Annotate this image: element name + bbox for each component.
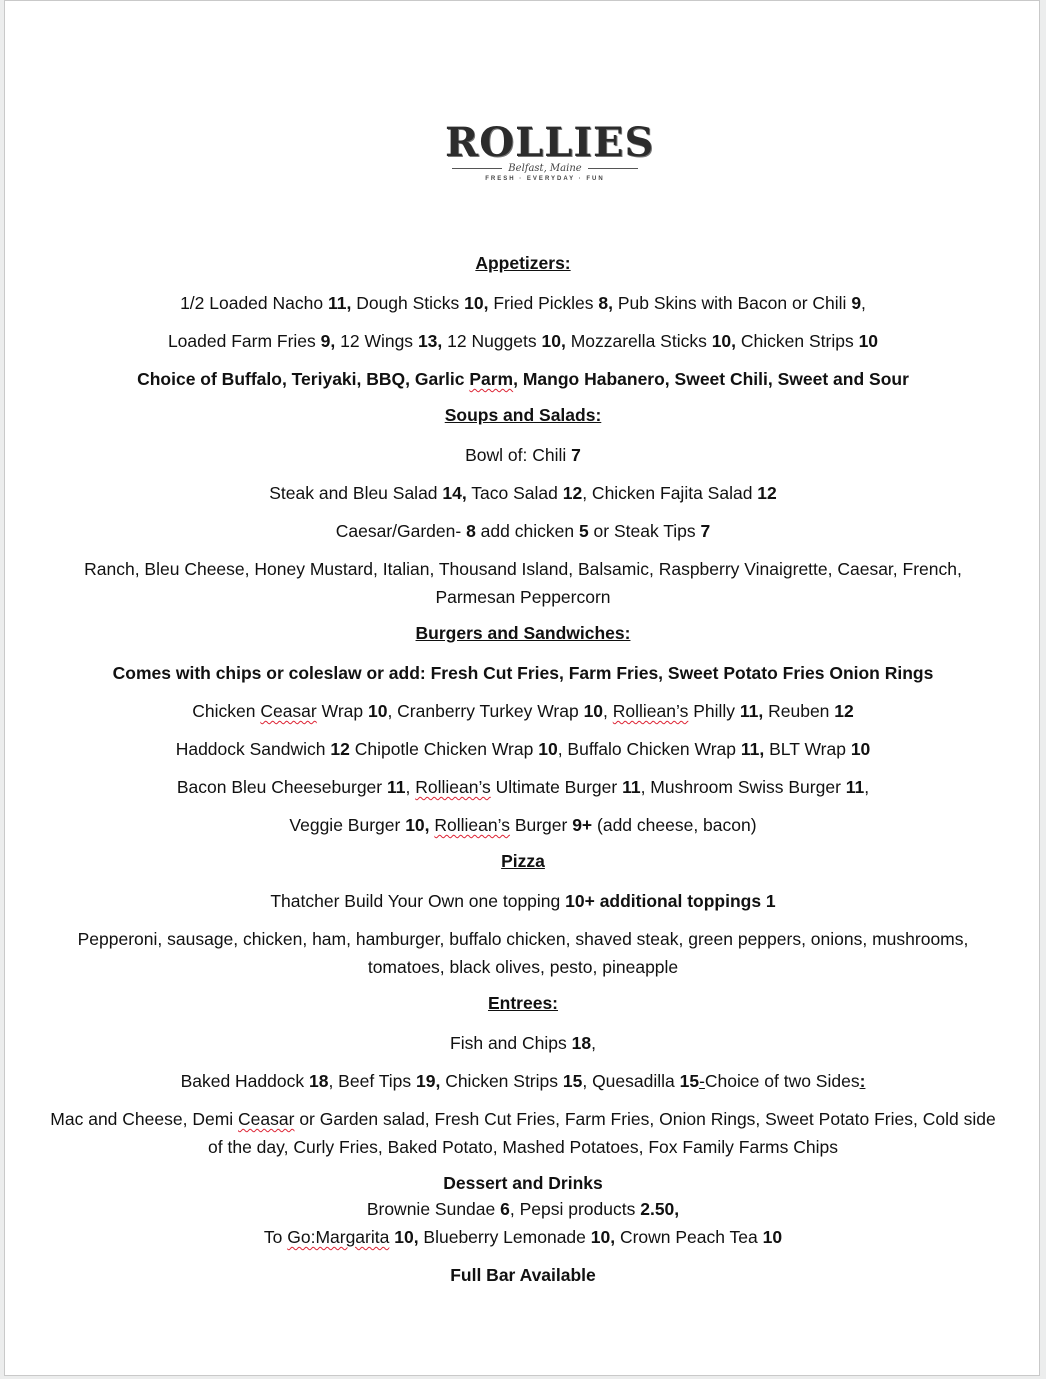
menu-page	[4, 0, 1040, 1376]
section-heading-dessert-drinks: Dessert and Drinks	[443, 1173, 603, 1193]
salad-dressings: Ranch, Bleu Cheese, Honey Mustard, Italian, Thousand Island, Balsamic, Raspberry Vinaigrette, Caesar, French, Parmesan Peppercorn	[84, 559, 962, 607]
section-heading-entrees: Entrees:	[487, 993, 559, 1013]
pizza-toppings: Pepperoni, sausage, chicken, ham, hamburger, buffalo chicken, shaved steak, green peppers, onions, mushrooms, tomatoes, black olives, pesto, pineapple	[77, 929, 969, 977]
menu-content	[5, 251, 1041, 1299]
entrees-line-1: Fish and Chips 18,	[450, 1033, 596, 1053]
dessert-line-1: Brownie Sundae 6, Pepsi products 2.50,	[366, 1199, 680, 1219]
logo-tagline: FRESH · EVERYDAY · FUN	[485, 176, 605, 182]
appetizers-line-2: Loaded Farm Fries 9, 12 Wings 13, 12 Nuggets 10, Mozzarella Sticks 10, Chicken Strips 10	[167, 331, 879, 351]
entrees-line-2: Baked Haddock 18, Beef Tips 19, Chicken Strips 15, Quesadilla 15-Choice of two Sides:	[180, 1071, 866, 1091]
section-heading-soups-salads: Soups and Salads:	[444, 405, 602, 425]
soups-line-1: Bowl of: Chili 7	[465, 445, 581, 465]
burgers-line-4: Veggie Burger 10, Rolliean’s Burger 9+ (add cheese, bacon)	[289, 815, 757, 835]
burgers-line-3: Bacon Bleu Cheeseburger 11, Rolliean’s Ultimate Burger 11, Mushroom Swiss Burger 11,	[176, 777, 870, 797]
section-heading-burgers: Burgers and Sandwiches:	[415, 623, 631, 643]
full-bar-note: Full Bar Available	[450, 1265, 596, 1285]
appetizers-sauce-choices: Choice of Buffalo, Teriyaki, BBQ, Garlic Parm, Mango Habanero, Sweet Chili, Sweet and Sour	[137, 369, 909, 389]
soups-line-2: Steak and Bleu Salad 14, Taco Salad 12, Chicken Fajita Salad 12	[269, 483, 777, 503]
entree-sides: Mac and Cheese, Demi Ceasar or Garden salad, Fresh Cut Fries, Farm Fries, Onion Rings, Sweet Potato Fries, Cold side of the day, Curly Fries, Baked Potato, Mashed Potatoes, Fox Family Farms Chips	[50, 1109, 996, 1157]
rollies-logo	[445, 119, 655, 191]
drinks-to-go-line: To Go:Margarita 10, Blueberry Lemonade 10, Crown Peach Tea 10	[263, 1227, 783, 1247]
burgers-line-1: Chicken Ceasar Wrap 10, Cranberry Turkey Wrap 10, Rolliean’s Philly 11, Reuben 12	[192, 701, 854, 721]
appetizers-line-1: 1/2 Loaded Nacho 11, Dough Sticks 10, Fried Pickles 8, Pub Skins with Bacon or Chili 9,	[180, 293, 866, 313]
logo-wordmark: ROLLIES	[445, 119, 655, 166]
section-heading-pizza: Pizza	[501, 851, 545, 871]
burgers-sides: Comes with chips or coleslaw or add: Fresh Cut Fries, Farm Fries, Sweet Potato Fries Onion Rings	[112, 663, 934, 683]
soups-line-3: Caesar/Garden- 8 add chicken 5 or Steak Tips 7	[335, 521, 711, 541]
pizza-line-1: Thatcher Build Your Own one topping 10+ additional toppings 1	[270, 891, 776, 911]
section-heading-appetizers: Appetizers:	[475, 253, 571, 273]
logo-rule-right	[588, 168, 638, 169]
logo-location: Belfast, Maine	[508, 163, 582, 174]
burgers-line-2: Haddock Sandwich 12 Chipotle Chicken Wrap 10, Buffalo Chicken Wrap 11, BLT Wrap 10	[175, 739, 871, 759]
logo-rule-left	[452, 168, 502, 169]
